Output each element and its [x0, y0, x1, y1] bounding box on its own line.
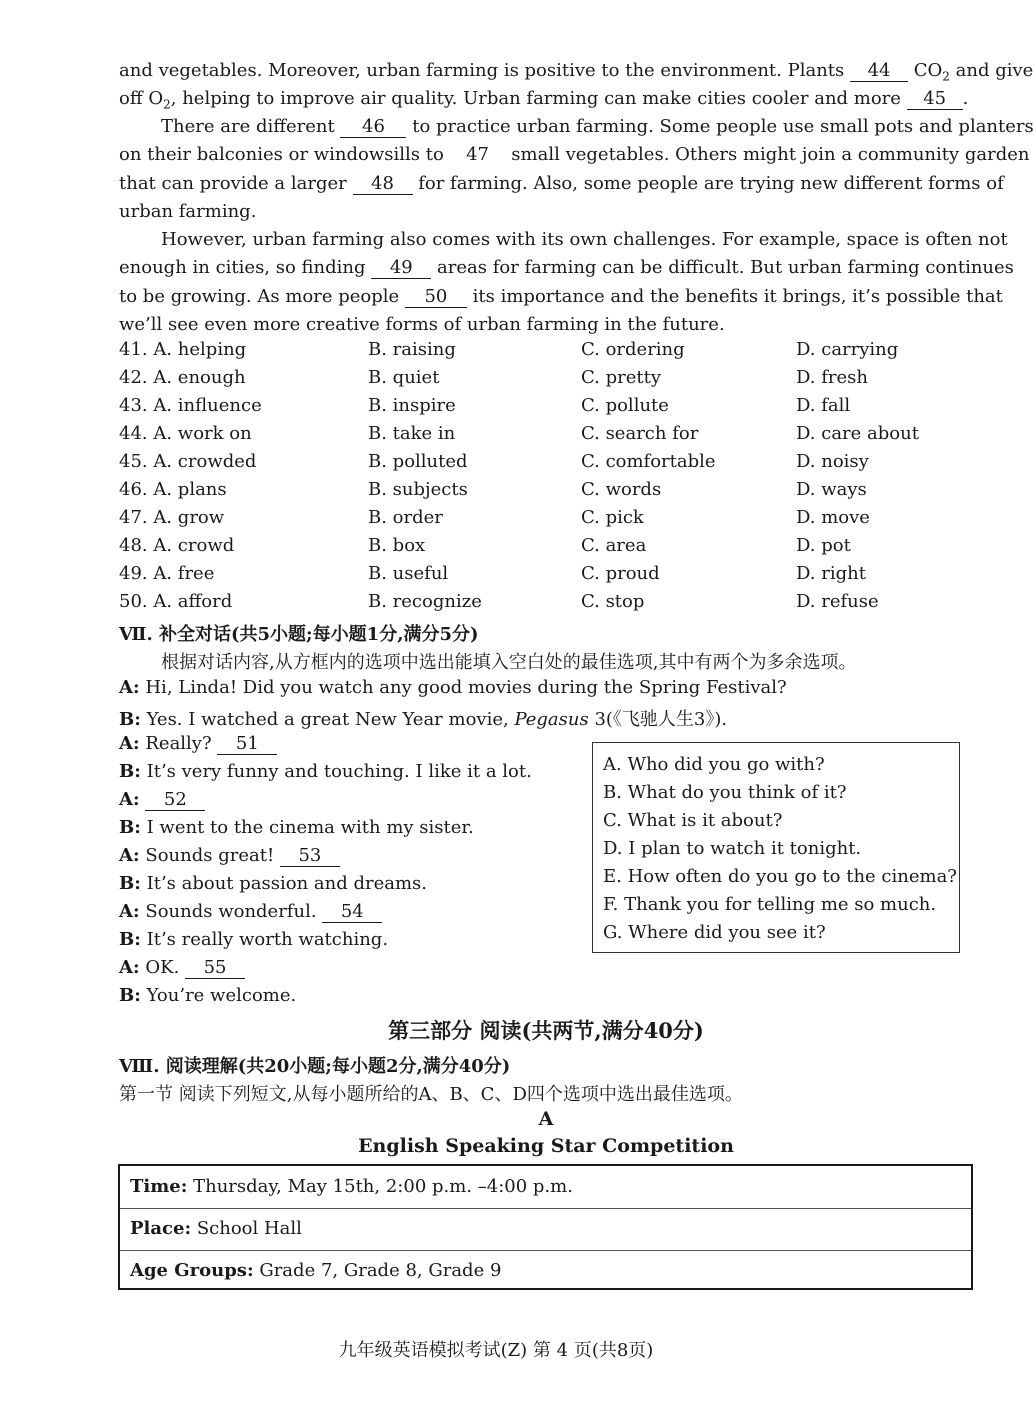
option-a: 44. A. work on — [119, 423, 252, 444]
option-a: 42. A. enough — [119, 367, 246, 388]
blank-54: 54 — [322, 902, 382, 923]
table-row — [120, 1208, 971, 1251]
speaker: A: — [119, 789, 140, 810]
choice-item: E. How often do you go to the cinema? — [603, 866, 957, 887]
option-b: B. polluted — [368, 451, 468, 472]
blank-55: 55 — [185, 958, 245, 979]
passage-paragraph-2 — [119, 113, 1034, 226]
dialogue-line — [119, 985, 296, 1006]
speaker: B: — [119, 817, 141, 838]
dialogue-text: It’s really worth watching. — [146, 929, 389, 950]
blank-53: 53 — [280, 846, 340, 867]
section-heading: Ⅶ. 补全对话(共5小题;每小题1分,满分5分) — [119, 624, 479, 645]
text: small vegetables. Others might join a community garden — [511, 144, 1030, 166]
option-row-47 — [119, 507, 979, 535]
option-c: C. stop — [581, 591, 645, 612]
option-c: C. words — [581, 479, 662, 500]
dialogue-text: Yes. I watched a great New Year movie, — [146, 709, 509, 730]
text: we’ll see even more creative forms of urban farming in the future. — [119, 313, 725, 335]
blank-51: 51 — [217, 734, 277, 755]
text: and vegetables. Moreover, urban farming is positive to the environment. Plants — [119, 60, 845, 81]
choice-item: B. What do you think of it? — [603, 782, 847, 803]
option-d: D. care about — [796, 423, 919, 444]
option-d: D. ways — [796, 479, 867, 500]
option-row-50 — [119, 591, 979, 619]
speaker: A: — [119, 677, 140, 698]
option-a: 45. A. crowded — [119, 451, 257, 472]
option-c: C. proud — [581, 563, 660, 584]
speaker: B: — [119, 873, 141, 894]
passage-paragraph-3 — [119, 226, 1014, 339]
option-row-42 — [119, 367, 979, 395]
option-b: B. useful — [368, 563, 449, 584]
page-footer: 九年级英语模拟考试(Z) 第 4 页(共8页) — [338, 1340, 654, 1361]
option-c: C. pollute — [581, 395, 669, 416]
option-d: D. fall — [796, 395, 851, 416]
choice-item: C. What is it about? — [603, 810, 783, 831]
text: CO — [913, 60, 943, 81]
dialogue-text: 3(《飞驰人生3》). — [594, 709, 728, 730]
option-b: B. box — [368, 535, 426, 556]
option-a: 50. A. afford — [119, 591, 233, 612]
speaker: A: — [119, 733, 140, 754]
row-label: Age Groups: — [130, 1260, 254, 1281]
blank-48: 48 — [353, 174, 413, 195]
dialogue-line — [119, 733, 277, 755]
dialogue-line — [119, 873, 427, 894]
dialogue-text: It’s very funny and touching. I like it a lot. — [146, 761, 532, 782]
passage-letter: A — [538, 1108, 554, 1130]
text: . — [962, 88, 969, 110]
option-d: D. move — [796, 507, 870, 528]
dialogue-line — [119, 929, 388, 950]
dialogue-line — [119, 761, 532, 782]
blank-49: 49 — [371, 258, 431, 279]
row-label: Place: — [130, 1218, 192, 1239]
blank-52: 52 — [145, 790, 205, 811]
subscript: 2 — [942, 69, 950, 84]
dialogue-line — [119, 845, 340, 867]
section-instruction: 第一节 阅读下列短文,从每小题所给的A、B、C、D四个选项中选出最佳选项。 — [119, 1084, 743, 1105]
text: There are different — [161, 116, 335, 137]
option-b: B. take in — [368, 423, 456, 444]
option-a: 47. A. grow — [119, 507, 225, 528]
text: off O — [119, 88, 164, 110]
option-b: B. subjects — [368, 479, 468, 500]
choice-item: F. Thank you for telling me so much. — [603, 894, 937, 915]
section-instruction: 根据对话内容,从方框内的选项中选出能填入空白处的最佳选项,其中有两个为多余选项。 — [161, 652, 857, 673]
option-b: B. raising — [368, 339, 456, 360]
option-c: C. area — [581, 535, 647, 556]
blank-45: 45 — [907, 89, 963, 110]
speaker: A: — [119, 901, 140, 922]
dialogue-line — [119, 677, 787, 698]
text: on their balconies or windowsills to — [119, 144, 444, 166]
choices-box — [592, 742, 960, 953]
dialogue-text: Sounds wonderful. — [145, 901, 317, 922]
option-a: 43. A. influence — [119, 395, 262, 416]
part-title: 第三部分 阅读(共两节,满分40分) — [388, 1018, 704, 1043]
table-row — [120, 1250, 971, 1292]
blank-46: 46 — [340, 117, 406, 138]
speaker: B: — [119, 929, 141, 950]
dialogue-line — [119, 789, 205, 811]
passage-title: English Speaking Star Competition — [358, 1135, 734, 1157]
dialogue-text: You’re welcome. — [146, 985, 297, 1006]
option-d: D. noisy — [796, 451, 869, 472]
option-c: C. comfortable — [581, 451, 716, 472]
option-d: D. fresh — [796, 367, 868, 388]
option-row-48 — [119, 535, 979, 563]
option-d: D. refuse — [796, 591, 879, 612]
row-value: Thursday, May 15th, 2:00 p.m. –4:00 p.m. — [193, 1176, 573, 1197]
blank-44: 44 — [850, 61, 908, 82]
row-label: Time: — [130, 1176, 188, 1197]
subscript: 2 — [163, 97, 171, 112]
choice-item: D. I plan to watch it tonight. — [603, 838, 862, 859]
option-b: B. recognize — [368, 591, 482, 612]
option-row-49 — [119, 563, 979, 591]
blank-50: 50 — [405, 287, 467, 308]
option-d: D. right — [796, 563, 866, 584]
dialogue-text: I went to the cinema with my sister. — [146, 817, 474, 838]
text: and give — [955, 60, 1034, 81]
text: its importance and the benefits it brings, it’s possible that — [472, 285, 1003, 307]
option-row-44 — [119, 423, 979, 451]
competition-info-table — [118, 1164, 973, 1290]
blank-47: 47 — [466, 144, 490, 166]
speaker: B: — [119, 709, 141, 730]
choice-item: G. Where did you see it? — [603, 922, 826, 943]
speaker: A: — [119, 957, 140, 978]
option-row-43 — [119, 395, 979, 423]
option-a: 48. A. crowd — [119, 535, 235, 556]
option-c: C. pick — [581, 507, 644, 528]
dialogue-text: OK. — [145, 957, 180, 978]
choice-item: A. Who did you go with? — [603, 754, 825, 775]
dialogue-line — [119, 705, 727, 731]
text: , helping to improve air quality. Urban farming can make cities cooler and more — [170, 88, 901, 110]
option-a: 41. A. helping — [119, 339, 247, 360]
text: However, urban farming also comes with its own challenges. For example, space is often not — [161, 229, 1008, 250]
option-a: 46. A. plans — [119, 479, 227, 500]
text: urban farming. — [119, 200, 257, 222]
option-d: D. pot — [796, 535, 851, 556]
option-a: 49. A. free — [119, 563, 215, 584]
section-heading: Ⅷ. 阅读理解(共20小题;每小题2分,满分40分) — [119, 1056, 511, 1077]
speaker: B: — [119, 985, 141, 1006]
text: areas for farming can be difficult. But urban farming continues — [437, 257, 1014, 279]
dialogue-text: Really? — [145, 733, 212, 754]
option-c: C. ordering — [581, 339, 685, 360]
passage-paragraph-1 — [119, 57, 1034, 114]
dialogue-line — [119, 901, 382, 923]
option-row-45 — [119, 451, 979, 479]
table-row — [120, 1166, 971, 1209]
option-b: B. order — [368, 507, 443, 528]
option-c: C. search for — [581, 423, 699, 444]
dialogue-text: It’s about passion and dreams. — [146, 873, 427, 894]
option-b: B. quiet — [368, 367, 440, 388]
dialogue-text: Hi, Linda! Did you watch any good movies during the Spring Festival? — [145, 677, 787, 698]
text: for farming. Also, some people are trying new different forms of — [418, 172, 1004, 194]
text: to be growing. As more people — [119, 285, 400, 307]
speaker: B: — [119, 761, 141, 782]
row-value: School Hall — [196, 1218, 302, 1239]
dialogue-line — [119, 957, 245, 979]
row-value: Grade 7, Grade 8, Grade 9 — [259, 1260, 502, 1281]
dialogue-line — [119, 817, 474, 838]
movie-title: Pegasus — [514, 709, 589, 730]
text: to practice urban farming. Some people use small pots and planters — [412, 116, 1034, 137]
option-d: D. carrying — [796, 339, 899, 360]
option-b: B. inspire — [368, 395, 456, 416]
option-row-46 — [119, 479, 979, 507]
text: that can provide a larger — [119, 172, 347, 194]
option-c: C. pretty — [581, 367, 661, 388]
speaker: A: — [119, 845, 140, 866]
option-row-41 — [119, 339, 979, 367]
dialogue-text: Sounds great! — [145, 845, 275, 866]
text: enough in cities, so finding — [119, 257, 366, 279]
